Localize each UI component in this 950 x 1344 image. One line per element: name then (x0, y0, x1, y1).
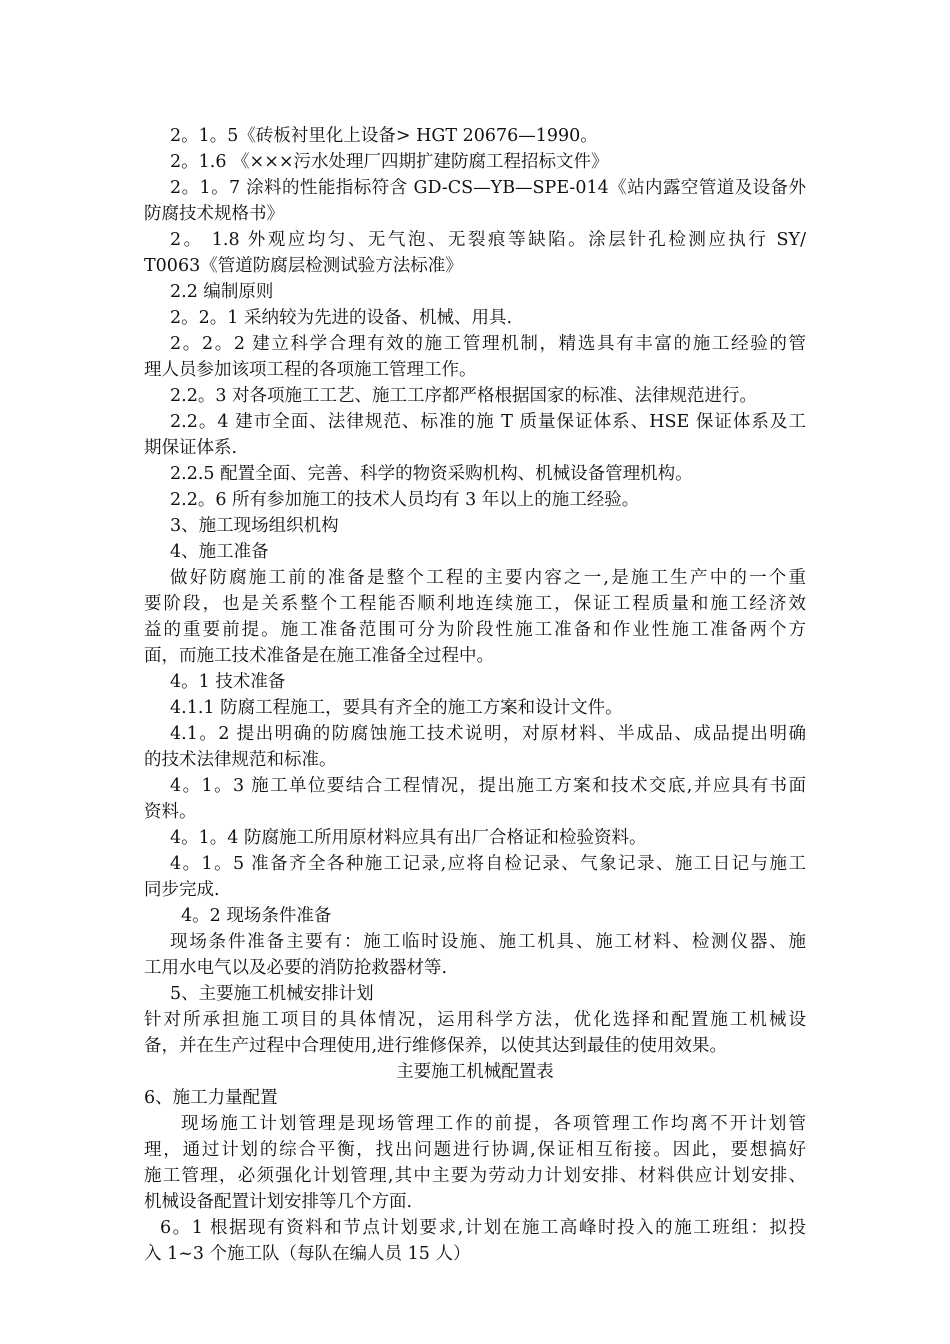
paragraph-line: 要阶段，也是关系整个工程能否顺利地连续施工，保证工程质量和施工经济效 (144, 594, 806, 614)
paragraph-line: 施工管理，必须强化计划管理,其中主要为劳动力计划安排、材料供应计划安排、 (144, 1166, 806, 1186)
paragraph-line: 工用水电气以及必要的消防抢救器材等. (144, 958, 448, 978)
paragraph-line: 理，通过计划的综合平衡，找出问题进行协调,保证相互衔接。因此，要想搞好 (144, 1140, 806, 1160)
paragraph-line: 2.2。4 建市全面、法律规范、标准的施 T 质量保证体系、HSE 保证体系及工 (170, 412, 806, 432)
paragraph-line: 2。1.6 《×××污水处理厂四期扩建防腐工程招标文件》 (170, 152, 609, 172)
paragraph-line: 2。 1.8 外观应均匀、无气泡、无裂痕等缺陷。涂层针孔检测应执行 SY/ (170, 230, 806, 250)
section-heading: 6、施工力量配置 (144, 1088, 278, 1108)
paragraph-line: 6。1 根据现有资料和节点计划要求,计划在施工高峰时投入的施工班组：拟投 (160, 1218, 806, 1238)
section-heading: 5、主要施工机械安排计划 (170, 984, 374, 1004)
paragraph-line: 防腐技术规格书》 (144, 204, 284, 224)
paragraph-line: 备，并在生产过程中合理使用,进行维修保养，以使其达到最佳的使用效果。 (144, 1036, 728, 1056)
paragraph-line: 2。2。2 建立科学合理有效的施工管理机制，精选具有丰富的施工经验的管 (170, 334, 806, 354)
paragraph-line: 4。1。4 防腐施工所用原材料应具有出厂合格证和检验资料。 (170, 828, 647, 848)
paragraph-line: 2.2.5 配置全面、完善、科学的物资采购机构、机械设备管理机构。 (170, 464, 693, 484)
paragraph-line: 入 1~3 个施工队（每队在编人员 15 人） (144, 1244, 471, 1264)
paragraph-line: 的技术法律规范和标准。 (144, 750, 337, 770)
paragraph-line: 期保证体系. (144, 438, 238, 458)
paragraph-line: 2.2。6 所有参加施工的技术人员均有 3 年以上的施工经验。 (170, 490, 640, 510)
paragraph-line: 面，而施工技术准备是在施工准备全过程中。 (144, 646, 494, 666)
paragraph-line: 4。1。3 施工单位要结合工程情况，提出施工方案和技术交底,并应具有书面 (170, 776, 806, 796)
paragraph-line: 机械设备配置计划安排等几个方面. (144, 1192, 413, 1212)
section-heading: 3、施工现场组织机构 (170, 516, 339, 536)
paragraph-line: 4。1。5 准备齐全各种施工记录,应将自检记录、气象记录、施工日记与施工 (170, 854, 806, 874)
section-heading: 4。2 现场条件准备 (181, 906, 332, 926)
paragraph-line: T0063《管道防腐层检测试验方法标准》 (144, 256, 463, 276)
paragraph-line: 理人员参加该项工程的各项施工管理工作。 (144, 360, 477, 380)
paragraph-line: 4.1。2 提出明确的防腐蚀施工技术说明，对原材料、半成品、成品提出明确 (170, 724, 806, 744)
paragraph-line: 2。2。1 采纳较为先进的设备、机械、用具. (170, 308, 513, 328)
paragraph-line: 现场施工计划管理是现场管理工作的前提，各项管理工作均离不开计划管 (181, 1114, 806, 1134)
section-heading: 2.2 编制原则 (170, 282, 274, 302)
section-heading: 4、施工准备 (170, 542, 269, 562)
paragraph-line: 2.2。3 对各项施工工艺、施工工序都严格根据国家的标准、法律规范进行。 (170, 386, 758, 406)
paragraph-line: 针对所承担施工项目的具体情况，运用科学方法，优化选择和配置施工机械设 (144, 1010, 806, 1030)
paragraph-line: 益的重要前提。施工准备范围可分为阶段性施工准备和作业性施工准备两个方 (144, 620, 806, 640)
paragraph-line: 4.1.1 防腐工程施工，要具有齐全的施工方案和设计文件。 (170, 698, 623, 718)
paragraph-line: 资料。 (144, 802, 197, 822)
paragraph-line: 同步完成. (144, 880, 220, 900)
table-caption: 主要施工机械配置表 (396, 1062, 554, 1082)
paragraph-line: 做好防腐施工前的准备是整个工程的主要内容之一,是施工生产中的一个重 (170, 568, 806, 588)
paragraph-line: 2。1。5《砖板衬里化上设备> HGT 20676—1990。 (170, 126, 598, 146)
paragraph-line: 2。1。7 涂料的性能指标符含 GD-CS—YB—SPE-014《站内露空管道及设备外 (170, 178, 806, 198)
section-heading: 4。1 技术准备 (170, 672, 286, 692)
paragraph-line: 现场条件准备主要有：施工临时设施、施工机具、施工材料、检测仪器、施 (170, 932, 806, 952)
